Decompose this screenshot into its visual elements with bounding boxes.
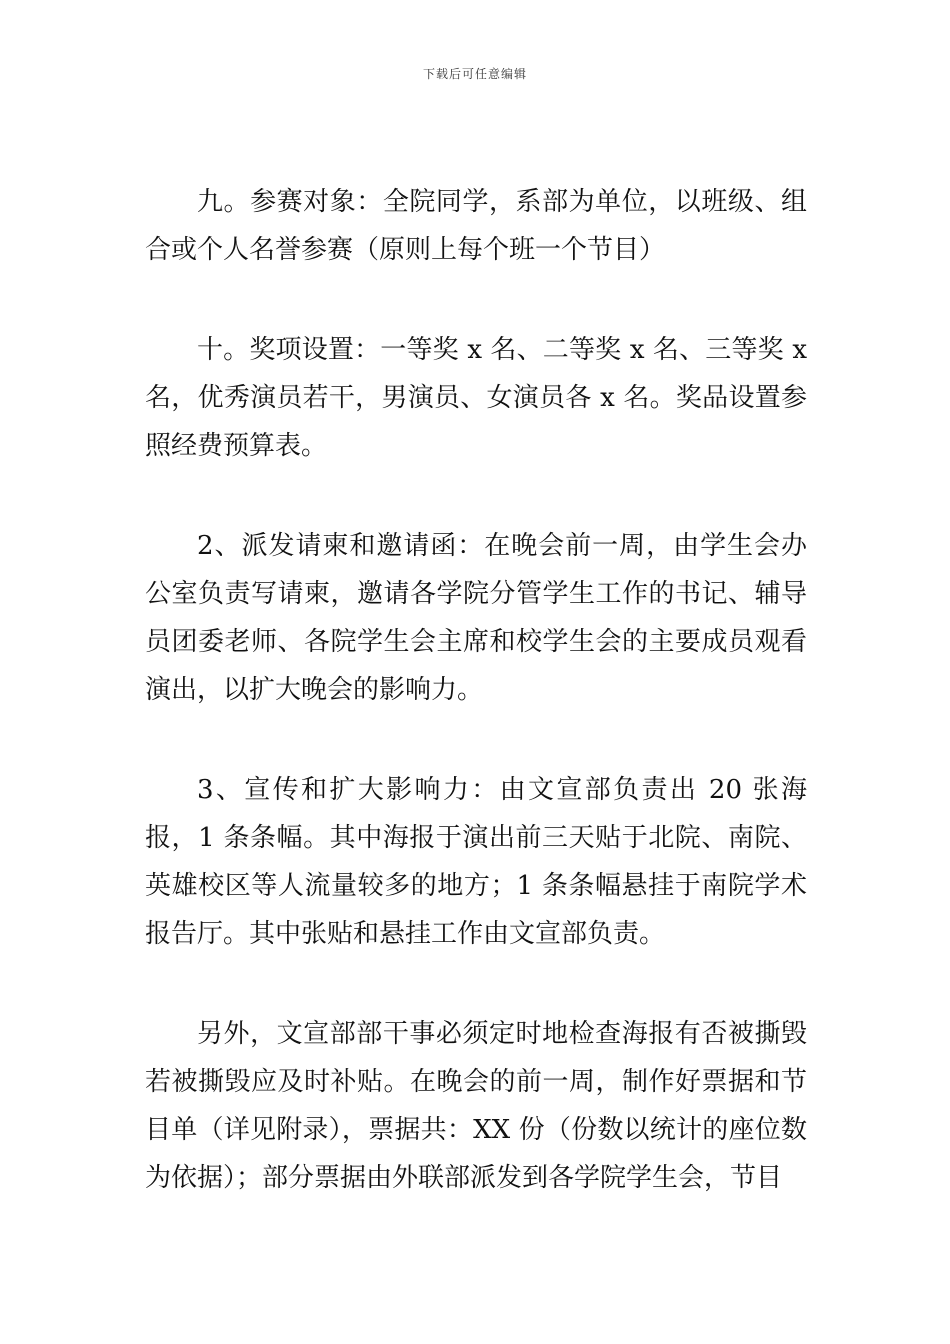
page-header-note: 下载后可任意编辑 bbox=[422, 67, 527, 81]
paragraph-invitations: 2、派发请柬和邀请函：在晚会前一周，由学生会办公室负责写请柬，邀请各学院分管学生工作的书记、辅导员团委老师、各院学生会主席和校学生会的主要成员观看演出，以扩大晚会的影响力。 bbox=[145, 531, 807, 705]
paragraph-additional: 另外，文宣部部干事必须定时地检查海报有否被撕毁若被撕毁应及时补贴。在晚会的前一周，制作好票据和节目单（详见附录），票据共：XX 份（份数以统计的座位数为依据）；部分票据由外联部派发到各学院学生会，节目 bbox=[145, 1019, 807, 1193]
paragraph-participants: 九。参赛对象：全院同学，系部为单位，以班级、组合或个人名誉参赛（原则上每个班一个节目） bbox=[145, 187, 807, 265]
paragraph-publicity: 3、宣传和扩大影响力：由文宣部负责出 20 张海报，1 条条幅。其中海报于演出前三天贴于北院、南院、英雄校区等人流量较多的地方；1 条条幅悬挂于南院学术报告厅。其中张贴和悬挂工作由文宣部负责。 bbox=[145, 775, 807, 949]
document-body bbox=[145, 178, 807, 1254]
paragraph-awards: 十。奖项设置：一等奖 x 名、二等奖 x 名、三等奖 x 名，优秀演员若干，男演员、女演员各 x 名。奖品设置参照经费预算表。 bbox=[145, 335, 807, 461]
